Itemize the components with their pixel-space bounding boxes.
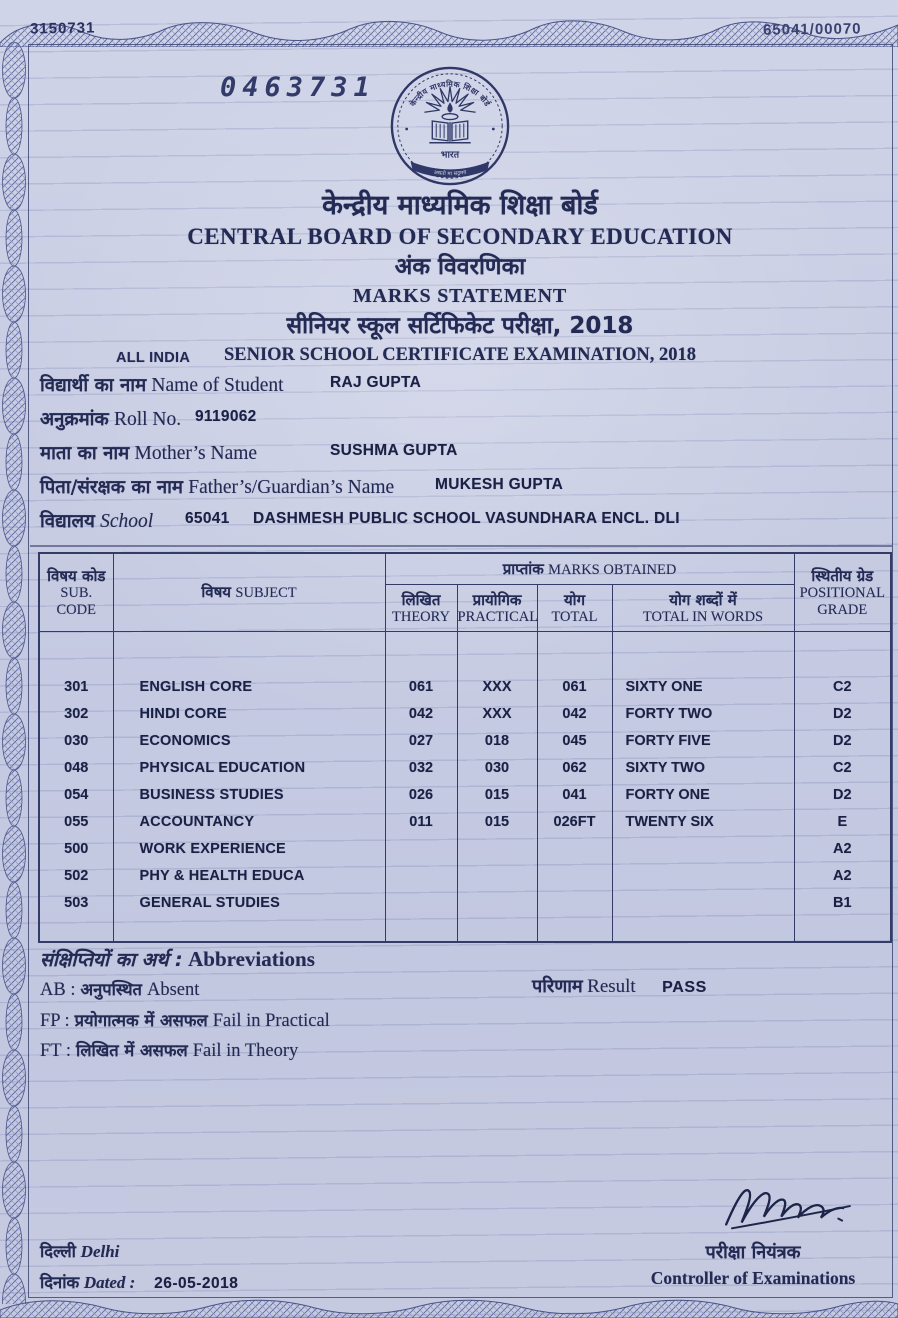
cell-total-marks: 041 [537,782,612,809]
table-row [39,890,891,917]
board-name-english: CENTRAL BOARD OF SECONDARY EDUCATION [187,224,733,249]
col-header-subject: विषय SUBJECT [113,553,385,632]
father-name-value: MUKESH GUPTA [435,476,564,493]
school-row [40,508,886,542]
cell-practical-marks: 015 [457,782,537,809]
date-line [40,1267,238,1299]
col-header-total-in-words: योग शब्दों में TOTAL IN WORDS [612,585,794,632]
table-row [39,809,891,836]
roll-number-value: 9119062 [195,408,257,425]
col-header-subject-code: विषय कोड SUB. CODE [39,553,113,632]
cell-positional-grade: C2 [794,755,891,782]
col-header-marks-obtained: प्राप्तांक MARKS OBTAINED [385,553,794,585]
cell-total-in-words: TWENTY SIX [612,809,794,836]
abbreviations-title-hindi: संक्षिप्तियों का अर्थ : [40,949,183,971]
serial-top-right: 65041/00070 [763,20,863,39]
cell-subject: PHYSICAL EDUCATION [113,755,385,782]
mother-name-value: SUSHMA GUPTA [330,442,458,459]
cell-subject-code: 503 [39,890,113,917]
serial-top-left: 3150731 [29,19,96,38]
father-label-hindi: पिता/संरक्षक का नाम [40,477,183,498]
cell-subject: PHY & HEALTH EDUCA [113,863,385,890]
father-name-row [40,474,886,508]
mother-label-english: Mother’s Name [134,443,258,464]
cell-theory-marks: 011 [385,809,457,836]
board-name-hindi: केन्द्रीय माध्यमिक शिक्षा बोर्ड [322,190,598,221]
exam-title-english [30,342,890,368]
marks-table [38,552,892,943]
cell-total-in-words [612,890,794,917]
cell-theory-marks: 061 [385,674,457,701]
cell-theory-marks: 032 [385,755,457,782]
school-code-value: 65041 [185,510,230,527]
roll-number-row [40,406,886,440]
student-name-label-hindi: विद्यार्थी का नाम [40,375,147,396]
student-details [40,372,886,542]
father-label-english: Father’s/Guardian’s Name [188,477,395,498]
exam-title-hindi: सीनियर स्कूल सर्टिफिकेट परीक्षा, 2018 [286,313,634,339]
cell-subject-code: 055 [39,809,113,836]
cell-total-in-words: FORTY FIVE [612,728,794,755]
school-label-hindi: विद्यालय [40,511,95,532]
school-name-value: DASHMESH PUBLIC SCHOOL VASUNDHARA ENCL. DLI [253,510,680,527]
statement-title-hindi: अंक विवरणिका [394,254,526,280]
cell-practical-marks: 018 [457,728,537,755]
cell-positional-grade: A2 [794,836,891,863]
cell-positional-grade: D2 [794,782,891,809]
cell-practical-marks: 015 [457,809,537,836]
result-label-hindi: परिणाम [532,976,583,997]
logo-country-text: भारत [440,149,460,161]
date-value: 26-05-2018 [154,1275,239,1292]
footer-place-date [40,1236,238,1299]
student-name-label-english: Name of Student [151,375,284,396]
roll-label-english: Roll No. [113,409,182,430]
cell-positional-grade: B1 [794,890,891,917]
exam-scope-label: ALL INDIA [116,350,191,366]
student-name-value: RAJ GUPTA [330,374,422,391]
student-name-row [40,372,886,406]
table-row [39,674,891,701]
mother-label-hindi: माता का नाम [40,443,130,464]
logo-motto-text: असतो मा सद्गमय [433,169,467,178]
school-label-english: School [100,511,154,532]
result-line [532,974,707,998]
cell-subject-code: 048 [39,755,113,782]
cell-subject-code: 302 [39,701,113,728]
cell-positional-grade: A2 [794,863,891,890]
signatory-title-hindi: परीक्षा नियंत्रक [705,1242,801,1263]
cell-positional-grade: D2 [794,701,891,728]
cell-subject: WORK EXPERIENCE [113,836,385,863]
table-filler-row [39,917,891,942]
cell-theory-marks: 042 [385,701,457,728]
table-row [39,782,891,809]
cell-subject-code: 500 [39,836,113,863]
table-spacer-row [39,632,891,675]
cell-total-in-words [612,863,794,890]
abbreviation-item-ft: FT : लिखित में असफल Fail in Theory [40,1041,299,1061]
guilloche-left-border [1,42,27,1304]
books-icon [429,121,470,143]
cell-subject: ENGLISH CORE [113,674,385,701]
cell-total-in-words: FORTY TWO [612,701,794,728]
result-value: PASS [662,979,707,996]
table-row [39,728,891,755]
cell-theory-marks: 027 [385,728,457,755]
signature-scrawl [714,1180,864,1238]
date-label-hindi: दिनांक [40,1273,80,1292]
place-english: Delhi [80,1242,120,1261]
abbreviations-title [40,944,330,975]
result-label-english: Result [587,976,636,997]
cell-subject: HINDI CORE [113,701,385,728]
cell-subject: ECONOMICS [113,728,385,755]
cell-total-marks [537,890,612,917]
statement-title-english: MARKS STATEMENT [352,285,568,307]
col-header-theory: लिखित THEORY [385,585,457,632]
cell-total-marks [537,836,612,863]
cell-practical-marks: XXX [457,674,537,701]
cell-total-in-words: SIXTY ONE [612,674,794,701]
cell-practical-marks [457,836,537,863]
cell-total-in-words: SIXTY TWO [612,755,794,782]
cell-subject: ACCOUNTANCY [113,809,385,836]
cell-total-in-words: FORTY ONE [612,782,794,809]
abbreviations-title-english: Abbreviations [188,947,315,971]
cell-practical-marks [457,890,537,917]
table-row [39,755,891,782]
cell-practical-marks: 030 [457,755,537,782]
date-label-english: Dated : [83,1273,136,1292]
col-header-total: योग TOTAL [537,585,612,632]
lamp-icon [442,102,458,119]
cell-positional-grade: D2 [794,728,891,755]
table-row [39,836,891,863]
cell-practical-marks: XXX [457,701,537,728]
place-hindi: दिल्ली [40,1242,76,1261]
cell-subject-code: 502 [39,863,113,890]
cell-total-marks: 026FT [537,809,612,836]
signatory-title-english: Controller of Examinations [650,1268,856,1288]
abbreviation-item-ab: AB : अनुपस्थित Absent [40,980,200,1000]
guilloche-bottom-border [0,1296,898,1318]
cell-subject-code: 054 [39,782,113,809]
document-header [30,189,890,368]
col-header-positional-grade: स्थितीय ग्रेड POSITIONAL GRADE [794,553,891,632]
table-row [39,701,891,728]
cell-theory-marks [385,863,457,890]
cell-subject: BUSINESS STUDIES [113,782,385,809]
signatory-block [628,1180,878,1290]
cell-theory-marks: 026 [385,782,457,809]
logo-ring-text: केन्द्रीय माध्यमिक शिक्षा बोर्ड [408,79,493,109]
roll-label-hindi: अनुक्रमांक [40,409,109,430]
cbse-logo [386,60,514,192]
place-line [40,1236,238,1267]
exam-title-english-text: SENIOR SCHOOL CERTIFICATE EXAMINATION, 2018 [223,345,697,365]
cell-total-marks: 061 [537,674,612,701]
cell-total-marks: 062 [537,755,612,782]
cell-positional-grade: C2 [794,674,891,701]
cell-theory-marks [385,836,457,863]
table-row [39,863,891,890]
cell-subject: GENERAL STUDIES [113,890,385,917]
cell-subject-code: 030 [39,728,113,755]
abbreviation-item-fp: FP : प्रयोगात्मक में असफल Fail in Practical [40,1010,330,1031]
abbreviations-section [40,944,330,1067]
cell-total-marks: 042 [537,701,612,728]
cell-total-marks: 045 [537,728,612,755]
certificate-serial-number: 0463731 [220,72,376,103]
col-header-practical: प्रायोगिक PRACTICAL [457,585,537,632]
mother-name-row [40,440,886,474]
horizontal-rule [30,545,892,547]
cell-theory-marks [385,890,457,917]
cell-positional-grade: E [794,809,891,836]
cell-total-in-words [612,836,794,863]
cell-total-marks [537,863,612,890]
cell-subject-code: 301 [39,674,113,701]
cell-practical-marks [457,863,537,890]
